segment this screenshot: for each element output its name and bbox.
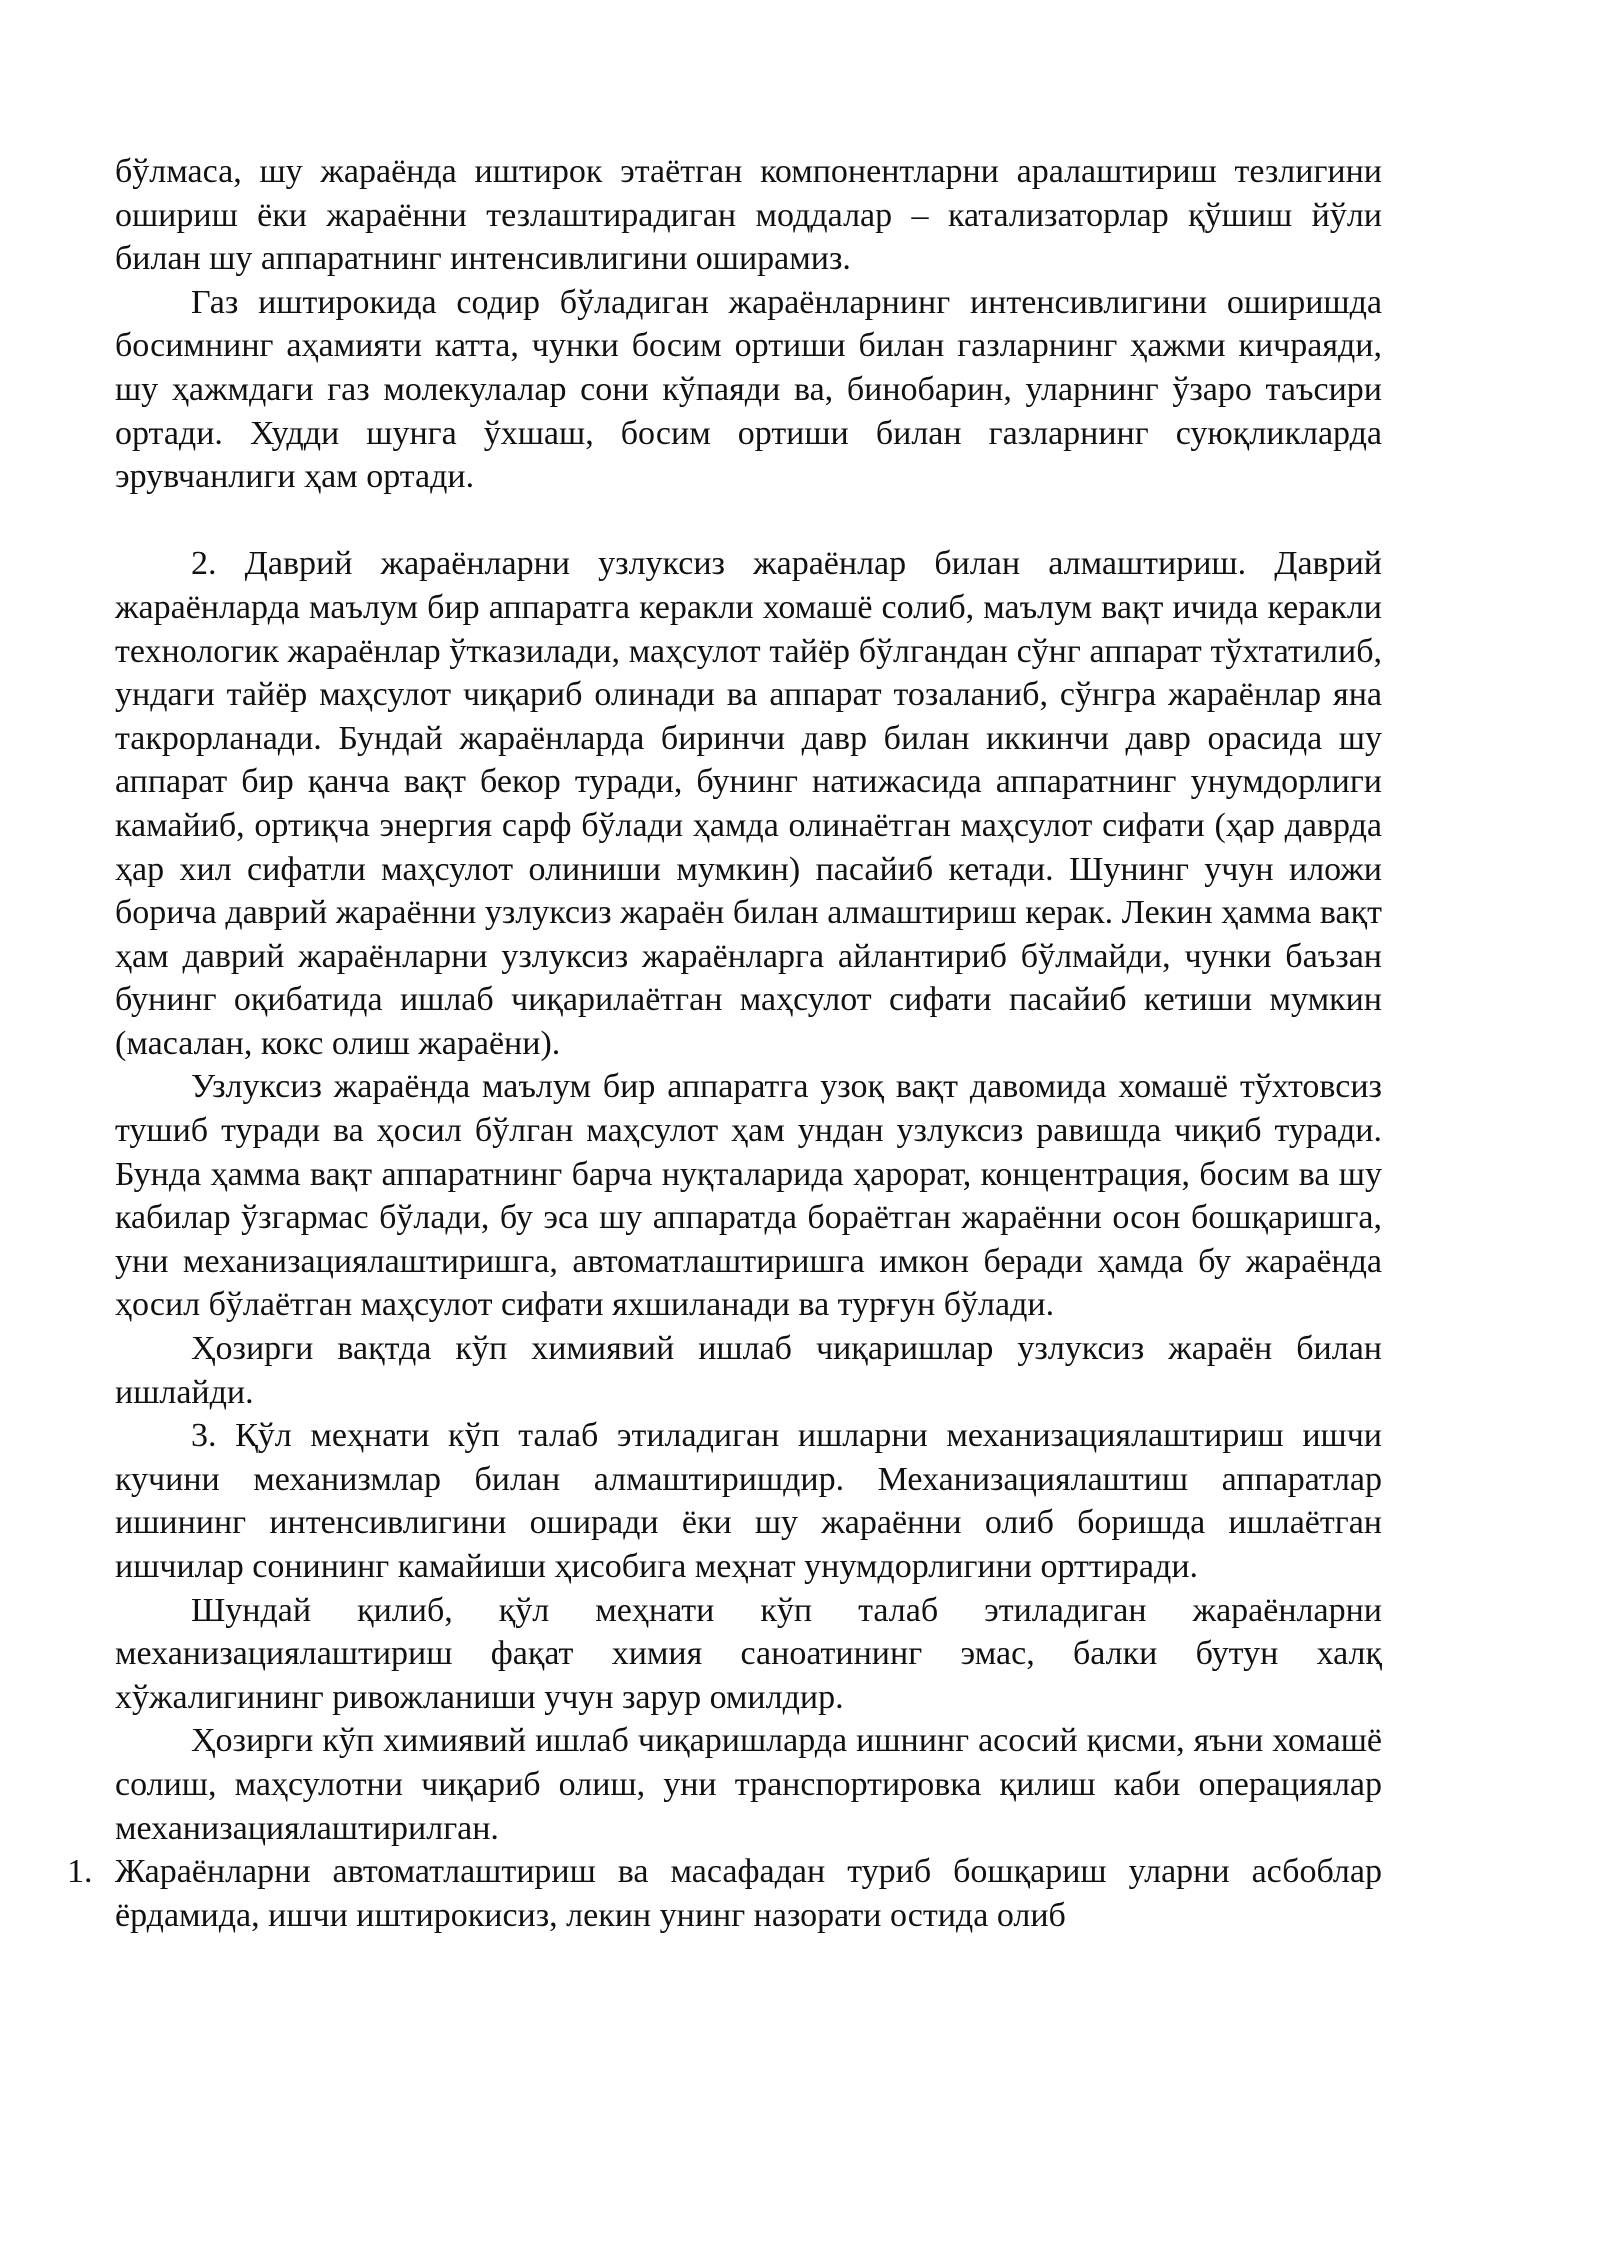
paragraph: бўлмаса, шу жараёнда иштирок этаётган компонентларни аралаштириш тезлигини ошириш ёки жараённи тезлаштирадиган моддалар – катализаторлар қўшиш йўли билан шу аппаратнинг интенсивлигини оширамиз.: [115, 153, 1382, 278]
paragraph: Ҳозирги вақтда кўп химиявий ишлаб чиқаришлар узлуксиз жараён билан ишлайди.: [115, 1330, 1382, 1411]
list-item: [67, 1850, 1382, 1937]
numbered-list: [67, 1850, 1382, 1937]
paragraph: Узлуксиз жараёнда маълум бир аппаратга узоқ вақт давомида хомашё тўхтовсиз тушиб туради ва ҳосил бўлган маҳсулот ҳам ундан узлуксиз равишда чиқиб туради. Бунда ҳамма вақт аппаратнинг барча нуқталарида ҳарорат, концентрация, босим ва шу кабилар ўзгармас бўлади, бу эса шу аппаратда бораётган жараённи осон бошқаришга, уни механизациялаштиришга, автоматлаштиришга имкон беради ҳамда бу жараёнда ҳосил бўлаётган маҳсулот сифати яхшиланади ва турғун бўлади.: [115, 1068, 1382, 1324]
paragraph: Газ иштирокида содир бўладиган жараёнларнинг интенсивлигини оширишда босимнинг аҳамияти катта, чунки босим ортиши билан газларнинг ҳажми кичраяди, шу ҳажмдаги газ молекулалар сони кўпаяди ва, бинобарин, уларнинг ўзаро таъсири ортади. Худди шунга ўхшаш, босим ортиши билан газларнинг суюқликларда эрувчанлиги ҳам ортади.: [115, 283, 1382, 496]
paragraph: Ҳозирги кўп химиявий ишлаб чиқаришларда ишнинг асосий қисми, яъни хомашё солиш, маҳсулотни чиқариб олиш, уни транспортировка қилиш каби операциялар механизациялаштирилган.: [115, 1722, 1382, 1847]
paragraph: Шундай қилиб, қўл меҳнати кўп талаб этиладиган жараёнларни механизациялаштириш фақат химия саноатининг эмас, балки бутун халқ хўжалигининг ривожланиши учун зарур омилдир.: [115, 1591, 1382, 1716]
paragraph: 2. Даврий жараёнларни узлуксиз жараёнлар билан алмаштириш. Даврий жараёнларда маълум бир аппаратга керакли хомашё солиб, маълум вақт ичида керакли технологик жараёнлар ўтказилади, маҳсулот тайёр бўлгандан сўнг аппарат тўхтатилиб, ундаги тайёр маҳсулот чиқариб олинади ва аппарат тозаланиб, сўнгра жараёнлар яна такрорланади. Бундай жараёнларда биринчи давр билан иккинчи давр орасида шу аппарат бир қанча вақт бекор туради, бунинг натижасида аппаратнинг унумдорлиги камайиб, ортиқча энергия сарф бўлади ҳамда олинаётган маҳсулот сифати (ҳар даврда ҳар хил сифатли маҳсулот олиниши мумкин) пасайиб кетади. Шунинг учун иложи борича даврий жараённи узлуксиз жараён билан алмаштириш керак. Лекин ҳамма вақт ҳам даврий жараёнларни узлуксиз жараёнларга айлантириб бўлмайди, чунки баъзан бунинг оқибатида ишлаб чиқарилаётган маҳсулот сифати пасайиб кетиши мумкин (масалан, кокс олиш жараёни).: [115, 545, 1382, 1062]
list-item-number: 1.: [67, 1853, 93, 1891]
document-page: [67, 150, 1382, 1937]
paragraph-gap: [115, 499, 1382, 543]
list-item-text: Жараёнларни автоматлаштириш ва масафадан туриб бошқариш уларни асбоблар ёрдамида, ишчи иштирокисиз, лекин унинг назорати остида олиб: [115, 1853, 1382, 1934]
paragraph: 3. Қўл меҳнати кўп талаб этиладиган ишларни механизациялаштириш ишчи кучини механизмлар билан алмаштиришдир. Механизациялаштиш аппаратлар ишининг интенсивлигини оширади ёки шу жараённи олиб боришда ишлаётган ишчилар сонининг камайиши ҳисобига меҳнат унумдорлигини орттиради.: [115, 1417, 1382, 1585]
